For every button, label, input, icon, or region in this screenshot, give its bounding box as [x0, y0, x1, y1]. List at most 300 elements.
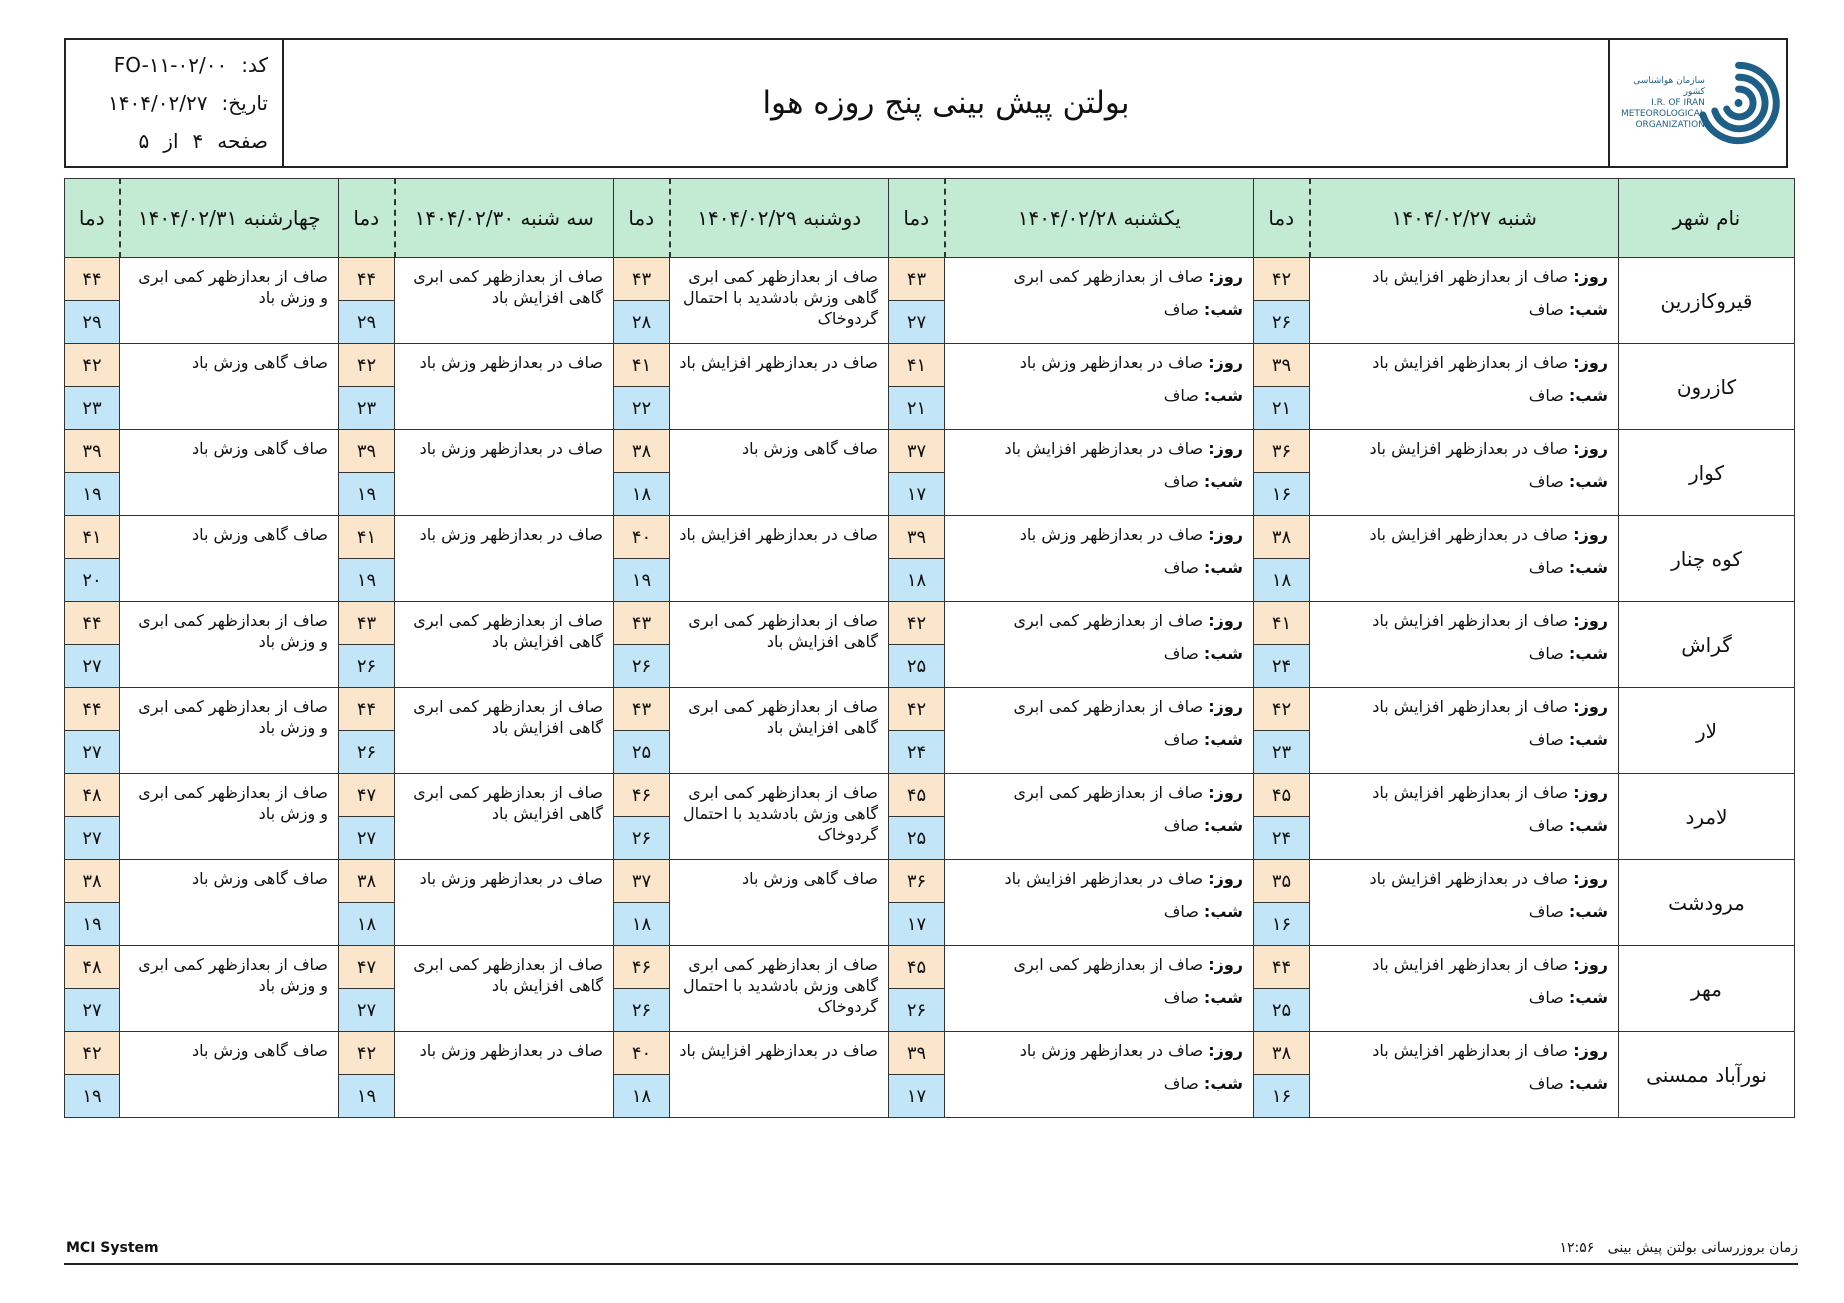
- page-total: ۵: [138, 129, 150, 153]
- forecast-cell: صاف از بعدازظهر کمی ابری گاهی افزایش باد: [395, 946, 614, 1032]
- night-condition: صاف: [1163, 558, 1199, 577]
- forecast-cell: صاف در بعدازظهر افزایش باد: [670, 344, 889, 430]
- forecast-cell: [1310, 688, 1619, 774]
- date-row: [76, 91, 268, 115]
- night-line: [1316, 901, 1608, 922]
- max-temp: ۴۱: [889, 344, 945, 387]
- table-row: [65, 430, 1795, 473]
- min-temp: ۲۶: [339, 645, 395, 688]
- night-line: [1316, 987, 1608, 1008]
- day-label: روز:: [1208, 697, 1243, 716]
- min-temp: ۲۱: [889, 387, 945, 430]
- update-time: ۱۲:۵۶: [1559, 1240, 1595, 1256]
- forecast-cell: صاف از بعدازظهر کمی ابری گاهی افزایش باد: [395, 688, 614, 774]
- night-condition: صاف: [1163, 902, 1199, 921]
- min-temp: ۲۹: [65, 301, 120, 344]
- logo-text-line: سازمان هواشناسی کشور: [1633, 75, 1705, 97]
- day-label: روز:: [1208, 267, 1243, 286]
- forecast-cell: صاف از بعدازظهر کمی ابری گاهی افزایش باد: [395, 602, 614, 688]
- day-label: روز:: [1573, 869, 1608, 888]
- max-temp: ۴۴: [65, 258, 120, 301]
- min-temp: ۲۱: [1254, 387, 1310, 430]
- forecast-cell: [945, 258, 1254, 344]
- night-line: [951, 385, 1243, 406]
- max-temp: ۴۳: [889, 258, 945, 301]
- forecast-cell: صاف گاهی وزش باد: [120, 1032, 339, 1118]
- max-temp: ۴۲: [889, 688, 945, 731]
- min-temp: ۲۳: [1254, 731, 1310, 774]
- bulletin-meta: [66, 40, 284, 166]
- forecast-cell: صاف از بعدازظهر کمی ابری گاهی افزایش باد: [395, 774, 614, 860]
- min-temp: ۲۷: [65, 731, 120, 774]
- day-label: روز:: [1573, 783, 1608, 802]
- night-line: [951, 1073, 1243, 1094]
- forecast-cell: صاف از بعدازظهر کمی ابری گاهی وزش بادشدید با احتمال گردوخاک: [670, 258, 889, 344]
- forecast-cell: صاف در بعدازظهر وزش باد: [395, 860, 614, 946]
- night-condition: صاف: [1163, 988, 1199, 1007]
- max-temp: ۴۲: [65, 1032, 120, 1075]
- min-temp: ۲۵: [889, 645, 945, 688]
- max-temp: ۴۳: [614, 688, 670, 731]
- table-row: [65, 946, 1795, 989]
- min-temp: ۲۷: [889, 301, 945, 344]
- forecast-cell: صاف از بعدازظهر کمی ابری و وزش باد: [120, 688, 339, 774]
- max-temp: ۳۷: [889, 430, 945, 473]
- night-label: شب:: [1568, 300, 1608, 319]
- max-temp: ۴۲: [889, 602, 945, 645]
- max-temp: ۳۸: [65, 860, 120, 903]
- footer-divider: [64, 1263, 1798, 1265]
- day-label: روز:: [1573, 611, 1608, 630]
- min-temp: ۱۸: [1254, 559, 1310, 602]
- code-value: FO-۱۱-۰۲/۰۰: [113, 53, 228, 77]
- city-name: لار: [1619, 688, 1795, 774]
- day-header: دوشنبه ۱۴۰۴/۰۲/۲۹: [670, 179, 889, 258]
- min-temp: ۲۶: [1254, 301, 1310, 344]
- min-temp: ۱۸: [614, 903, 670, 946]
- max-temp: ۴۰: [614, 1032, 670, 1075]
- forecast-cell: [1310, 860, 1619, 946]
- logo-text-line: METEOROLOGICAL: [1620, 108, 1705, 119]
- day-condition: صاف از بعدازظهر افزایش باد: [1372, 611, 1569, 630]
- night-condition: صاف: [1163, 386, 1199, 405]
- day-label: روز:: [1208, 439, 1243, 458]
- min-temp: ۲۷: [339, 817, 395, 860]
- night-line: [951, 557, 1243, 578]
- night-label: شب:: [1568, 730, 1608, 749]
- max-temp: ۴۷: [339, 774, 395, 817]
- day-header: یکشنبه ۱۴۰۴/۰۲/۲۸: [945, 179, 1254, 258]
- forecast-cell: صاف از بعدازظهر کمی ابری گاهی وزش بادشدید با احتمال گردوخاک: [670, 946, 889, 1032]
- day-label: روز:: [1208, 525, 1243, 544]
- min-temp: ۲۸: [614, 301, 670, 344]
- max-temp: ۳۶: [889, 860, 945, 903]
- max-temp: ۳۸: [1254, 1032, 1310, 1075]
- day-line: [1316, 954, 1608, 975]
- night-condition: صاف: [1528, 816, 1564, 835]
- max-temp: ۳۵: [1254, 860, 1310, 903]
- max-temp: ۴۱: [1254, 602, 1310, 645]
- min-temp: ۲۵: [889, 817, 945, 860]
- max-temp: ۴۱: [614, 344, 670, 387]
- day-label: روز:: [1208, 1041, 1243, 1060]
- temp-header: دما: [889, 179, 945, 258]
- forecast-cell: صاف در بعدازظهر وزش باد: [395, 430, 614, 516]
- day-header: شنبه ۱۴۰۴/۰۲/۲۷: [1310, 179, 1619, 258]
- forecast-cell: [945, 344, 1254, 430]
- night-line: [1316, 471, 1608, 492]
- night-label: شب:: [1203, 902, 1243, 921]
- max-temp: ۴۲: [1254, 258, 1310, 301]
- day-line: [951, 266, 1243, 287]
- forecast-cell: [945, 946, 1254, 1032]
- day-condition: صاف از بعدازظهر کمی ابری: [1013, 783, 1204, 802]
- forecast-cell: [1310, 258, 1619, 344]
- max-temp: ۴۴: [65, 602, 120, 645]
- max-temp: ۴۲: [65, 344, 120, 387]
- forecast-cell: صاف از بعدازظهر کمی ابری و وزش باد: [120, 602, 339, 688]
- city-name: لامرد: [1619, 774, 1795, 860]
- night-condition: صاف: [1163, 1074, 1199, 1093]
- day-condition: صاف در بعدازظهر افزایش باد: [1369, 439, 1569, 458]
- night-label: شب:: [1203, 386, 1243, 405]
- day-label: روز:: [1208, 783, 1243, 802]
- forecast-cell: صاف در بعدازظهر وزش باد: [395, 344, 614, 430]
- max-temp: ۳۹: [889, 1032, 945, 1075]
- max-temp: ۴۸: [65, 946, 120, 989]
- min-temp: ۱۹: [339, 1075, 395, 1118]
- forecast-cell: [1310, 602, 1619, 688]
- code-row: [76, 53, 268, 77]
- day-condition: صاف از بعدازظهر کمی ابری: [1013, 611, 1204, 630]
- forecast-cell: صاف از بعدازظهر کمی ابری گاهی وزش بادشدید با احتمال گردوخاک: [670, 774, 889, 860]
- day-line: [951, 1040, 1243, 1061]
- forecast-cell: [1310, 344, 1619, 430]
- night-label: شب:: [1568, 386, 1608, 405]
- day-condition: صاف از بعدازظهر افزایش باد: [1372, 353, 1569, 372]
- night-condition: صاف: [1528, 730, 1564, 749]
- min-temp: ۲۵: [1254, 989, 1310, 1032]
- day-line: [1316, 610, 1608, 631]
- forecast-cell: صاف از بعدازظهر کمی ابری گاهی افزایش باد: [670, 688, 889, 774]
- day-condition: صاف از بعدازظهر افزایش باد: [1372, 697, 1569, 716]
- night-label: شب:: [1568, 988, 1608, 1007]
- min-temp: ۲۴: [1254, 817, 1310, 860]
- min-temp: ۲۹: [339, 301, 395, 344]
- day-line: [951, 610, 1243, 631]
- min-temp: ۲۴: [889, 731, 945, 774]
- night-condition: صاف: [1163, 300, 1199, 319]
- day-condition: صاف در بعدازظهر افزایش باد: [1369, 869, 1569, 888]
- forecast-cell: [1310, 1032, 1619, 1118]
- max-temp: ۴۰: [614, 516, 670, 559]
- max-temp: ۴۱: [65, 516, 120, 559]
- night-label: شب:: [1203, 644, 1243, 663]
- max-temp: ۳۹: [889, 516, 945, 559]
- day-line: [951, 696, 1243, 717]
- night-condition: صاف: [1163, 472, 1199, 491]
- min-temp: ۱۸: [614, 473, 670, 516]
- date-value: ۱۴۰۴/۰۲/۲۷: [108, 91, 208, 115]
- max-temp: ۴۵: [889, 774, 945, 817]
- max-temp: ۳۹: [65, 430, 120, 473]
- day-header: سه شنبه ۱۴۰۴/۰۲/۳۰: [395, 179, 614, 258]
- logo-text-line: ORGANIZATION: [1635, 119, 1705, 130]
- min-temp: ۱۷: [889, 1075, 945, 1118]
- night-label: شب:: [1568, 816, 1608, 835]
- min-temp: ۲۷: [65, 989, 120, 1032]
- table-row: [65, 688, 1795, 731]
- day-condition: صاف از بعدازظهر افزایش باد: [1372, 1041, 1569, 1060]
- day-line: [1316, 696, 1608, 717]
- table-header-row: [65, 179, 1795, 258]
- min-temp: ۱۹: [339, 473, 395, 516]
- day-line: [951, 954, 1243, 975]
- day-label: روز:: [1208, 869, 1243, 888]
- city-name: گراش: [1619, 602, 1795, 688]
- max-temp: ۳۷: [614, 860, 670, 903]
- night-label: شب:: [1203, 300, 1243, 319]
- night-condition: صاف: [1528, 644, 1564, 663]
- min-temp: ۱۹: [65, 903, 120, 946]
- day-line: [1316, 1040, 1608, 1061]
- max-temp: ۴۷: [339, 946, 395, 989]
- min-temp: ۲۷: [339, 989, 395, 1032]
- day-condition: صاف در بعدازظهر افزایش باد: [1004, 869, 1204, 888]
- temp-header: دما: [339, 179, 395, 258]
- meteorological-organization-logo: [1610, 55, 1786, 151]
- night-line: [1316, 1073, 1608, 1094]
- day-line: [951, 868, 1243, 889]
- forecast-cell: [945, 860, 1254, 946]
- max-temp: ۴۸: [65, 774, 120, 817]
- bulletin-header: [64, 38, 1788, 168]
- day-header: چهارشنبه ۱۴۰۴/۰۲/۳۱: [120, 179, 339, 258]
- spiral-logo-icon: [1691, 55, 1786, 151]
- night-line: [951, 901, 1243, 922]
- max-temp: ۳۹: [339, 430, 395, 473]
- max-temp: ۴۴: [339, 258, 395, 301]
- table-row: [65, 344, 1795, 387]
- day-line: [951, 352, 1243, 373]
- min-temp: ۱۹: [65, 1075, 120, 1118]
- night-line: [951, 987, 1243, 1008]
- night-condition: صاف: [1528, 1074, 1564, 1093]
- table-row: [65, 516, 1795, 559]
- night-line: [1316, 729, 1608, 750]
- night-label: شب:: [1568, 644, 1608, 663]
- day-condition: صاف از بعدازظهر کمی ابری: [1013, 267, 1204, 286]
- forecast-cell: [1310, 774, 1619, 860]
- night-label: شب:: [1568, 1074, 1608, 1093]
- max-temp: ۴۵: [1254, 774, 1310, 817]
- max-temp: ۴۲: [339, 1032, 395, 1075]
- table-row: [65, 774, 1795, 817]
- day-label: روز:: [1573, 267, 1608, 286]
- city-name: مهر: [1619, 946, 1795, 1032]
- temp-header: دما: [65, 179, 120, 258]
- forecast-cell: صاف گاهی وزش باد: [670, 860, 889, 946]
- city-name: مرودشت: [1619, 860, 1795, 946]
- day-label: روز:: [1208, 955, 1243, 974]
- max-temp: ۴۳: [614, 258, 670, 301]
- day-label: روز:: [1208, 353, 1243, 372]
- code-label: کد:: [241, 53, 268, 77]
- city-name: کازرون: [1619, 344, 1795, 430]
- city-name: کوار: [1619, 430, 1795, 516]
- forecast-cell: صاف از بعدازظهر کمی ابری گاهی افزایش باد: [670, 602, 889, 688]
- night-condition: صاف: [1528, 558, 1564, 577]
- night-line: [951, 299, 1243, 320]
- min-temp: ۱۶: [1254, 903, 1310, 946]
- forecast-cell: [945, 774, 1254, 860]
- date-label: تاریخ:: [221, 91, 268, 115]
- night-line: [1316, 815, 1608, 836]
- night-condition: صاف: [1528, 300, 1564, 319]
- forecast-table: [64, 178, 1795, 1118]
- max-temp: ۴۲: [1254, 688, 1310, 731]
- max-temp: ۴۱: [339, 516, 395, 559]
- city-column-header: نام شهر: [1619, 179, 1795, 258]
- min-temp: ۲۷: [65, 645, 120, 688]
- night-line: [1316, 557, 1608, 578]
- max-temp: ۳۹: [1254, 344, 1310, 387]
- forecast-cell: [1310, 430, 1619, 516]
- night-label: شب:: [1203, 988, 1243, 1007]
- night-label: شب:: [1203, 472, 1243, 491]
- min-temp: ۱۶: [1254, 473, 1310, 516]
- max-temp: ۴۵: [889, 946, 945, 989]
- max-temp: ۴۴: [65, 688, 120, 731]
- update-info: [1560, 1240, 1799, 1256]
- day-condition: صاف در بعدازظهر وزش باد: [1019, 525, 1204, 544]
- forecast-cell: صاف از بعدازظهر کمی ابری گاهی افزایش باد: [395, 258, 614, 344]
- night-condition: صاف: [1528, 988, 1564, 1007]
- day-label: روز:: [1573, 353, 1608, 372]
- temp-header: دما: [614, 179, 670, 258]
- min-temp: ۲۶: [614, 989, 670, 1032]
- logo-text-line: I.R. OF IRAN: [1651, 97, 1705, 108]
- day-label: روز:: [1573, 1041, 1608, 1060]
- city-name: نورآباد ممسنی: [1619, 1032, 1795, 1118]
- day-line: [951, 782, 1243, 803]
- max-temp: ۳۸: [614, 430, 670, 473]
- day-condition: صاف در بعدازظهر وزش باد: [1019, 353, 1204, 372]
- logo-area: [1608, 40, 1786, 166]
- day-label: روز:: [1208, 611, 1243, 630]
- forecast-cell: صاف گاهی وزش باد: [120, 516, 339, 602]
- day-condition: صاف از بعدازظهر کمی ابری: [1013, 955, 1204, 974]
- table-row: [65, 602, 1795, 645]
- table-row: [65, 258, 1795, 301]
- max-temp: ۴۳: [614, 602, 670, 645]
- max-temp: ۴۶: [614, 946, 670, 989]
- forecast-cell: [945, 602, 1254, 688]
- min-temp: ۲۳: [339, 387, 395, 430]
- night-condition: صاف: [1528, 386, 1564, 405]
- forecast-cell: صاف در بعدازظهر افزایش باد: [670, 1032, 889, 1118]
- city-name: کوه چنار: [1619, 516, 1795, 602]
- night-label: شب:: [1568, 558, 1608, 577]
- day-line: [1316, 266, 1608, 287]
- forecast-cell: صاف گاهی وزش باد: [120, 430, 339, 516]
- min-temp: ۲۶: [339, 731, 395, 774]
- day-label: روز:: [1573, 955, 1608, 974]
- forecast-cell: [1310, 516, 1619, 602]
- night-line: [1316, 385, 1608, 406]
- min-temp: ۱۹: [614, 559, 670, 602]
- day-line: [1316, 524, 1608, 545]
- forecast-cell: صاف گاهی وزش باد: [670, 430, 889, 516]
- min-temp: ۲۶: [614, 817, 670, 860]
- forecast-cell: [945, 430, 1254, 516]
- min-temp: ۲۲: [614, 387, 670, 430]
- city-name: قیروکازرین: [1619, 258, 1795, 344]
- temp-header: دما: [1254, 179, 1310, 258]
- forecast-cell: صاف در بعدازظهر وزش باد: [395, 1032, 614, 1118]
- forecast-cell: [945, 688, 1254, 774]
- min-temp: ۱۷: [889, 903, 945, 946]
- day-condition: صاف از بعدازظهر افزایش باد: [1372, 267, 1569, 286]
- table-row: [65, 860, 1795, 903]
- max-temp: ۴۳: [339, 602, 395, 645]
- system-name: MCI System: [66, 1240, 159, 1256]
- max-temp: ۴۶: [614, 774, 670, 817]
- day-condition: صاف در بعدازظهر افزایش باد: [1369, 525, 1569, 544]
- day-condition: صاف از بعدازظهر افزایش باد: [1372, 955, 1569, 974]
- forecast-cell: [945, 1032, 1254, 1118]
- night-label: شب:: [1203, 1074, 1243, 1093]
- forecast-cell: صاف از بعدازظهر کمی ابری و وزش باد: [120, 946, 339, 1032]
- night-label: شب:: [1203, 730, 1243, 749]
- night-label: شب:: [1568, 902, 1608, 921]
- max-temp: ۳۸: [339, 860, 395, 903]
- page-of-label: از: [163, 129, 179, 153]
- min-temp: ۲۶: [889, 989, 945, 1032]
- day-condition: صاف از بعدازظهر افزایش باد: [1372, 783, 1569, 802]
- night-line: [951, 815, 1243, 836]
- max-temp: ۴۴: [1254, 946, 1310, 989]
- max-temp: ۴۲: [339, 344, 395, 387]
- night-line: [1316, 643, 1608, 664]
- forecast-cell: صاف در بعدازظهر افزایش باد: [670, 516, 889, 602]
- day-line: [951, 438, 1243, 459]
- night-label: شب:: [1568, 472, 1608, 491]
- min-temp: ۱۸: [339, 903, 395, 946]
- page-current: ۴: [192, 129, 204, 153]
- night-line: [951, 729, 1243, 750]
- forecast-cell: صاف از بعدازظهر کمی ابری و وزش باد: [120, 774, 339, 860]
- min-temp: ۲۶: [614, 645, 670, 688]
- forecast-cell: صاف گاهی وزش باد: [120, 860, 339, 946]
- min-temp: ۲۵: [614, 731, 670, 774]
- night-label: شب:: [1203, 816, 1243, 835]
- day-label: روز:: [1573, 697, 1608, 716]
- logo-text: [1610, 76, 1705, 131]
- forecast-body: [65, 258, 1795, 1118]
- night-line: [1316, 299, 1608, 320]
- min-temp: ۲۴: [1254, 645, 1310, 688]
- night-label: شب:: [1203, 558, 1243, 577]
- night-condition: صاف: [1163, 644, 1199, 663]
- day-line: [951, 524, 1243, 545]
- day-line: [1316, 438, 1608, 459]
- min-temp: ۲۷: [65, 817, 120, 860]
- min-temp: ۱۹: [339, 559, 395, 602]
- night-condition: صاف: [1528, 472, 1564, 491]
- night-condition: صاف: [1163, 730, 1199, 749]
- forecast-cell: صاف گاهی وزش باد: [120, 344, 339, 430]
